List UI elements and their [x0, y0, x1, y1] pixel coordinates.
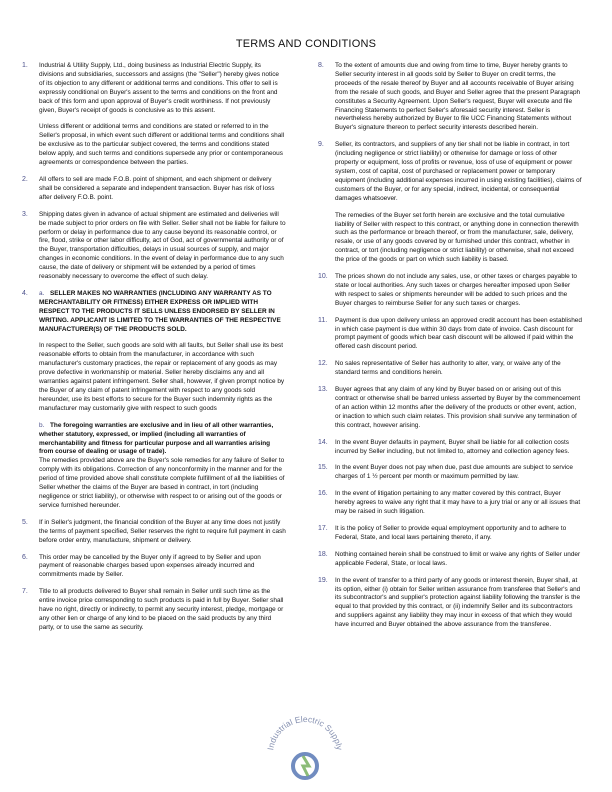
term-item — [22, 211, 286, 282]
term-number: 6. — [22, 553, 28, 561]
term-paragraph: In the event Buyer defaults in payment, Buyer shall be liable for all collection costs incurred by Seller including, but not limited to, attorney and collection agency fees. — [335, 438, 570, 455]
lightning-bolt-icon — [303, 756, 309, 776]
term-number: 3. — [22, 210, 28, 218]
term-paragraph: If in Seller's judgment, the financial condition of the Buyer at any time does not justify the terms of payment specified, Seller reserves the right to require full payment in cash before order entry, manufacture, shipment or delivery. — [39, 518, 286, 544]
term-paragraph: All offers to sell are made F.O.B. point of shipment, and each shipment or delivery shall be considered a separate and independent transaction. Buyer has risk of loss after delivery F.O.B. point. — [39, 175, 275, 201]
term-number: 1. — [22, 62, 28, 69]
term-number: 18. — [318, 550, 328, 558]
term-paragraph: The remedies of the Buyer set forth herein are exclusive and the total cumulative liability of Seller with respect to this contract, or anything done in connection therewith such as the performance or breach thereof, or from the manufacturer, sale, delivery, resale, or use of any goods covered by or furnished under this contract, whether in contract, or tort (including negligence or strict liability) or otherwise, shall not exceed the price of the goods or part on which such liability is based. — [335, 211, 579, 264]
term-item — [22, 62, 286, 168]
term-item — [318, 577, 582, 630]
term-paragraph: Industrial & Utility Supply, Ltd., doing business as Industrial Electric Supply, its divisions and subsidiaries, successors and assigns (the "Seller") hereby gives notice of its objection to any different or additional terms and conditions. This offer to sell is expressly conditional on Buyer's assent to the terms and conditions on the front and back of this form and upon approval of Buyer's credit worthiness. If not previously given, Buyer's receipt of goods is conclusive as to this assent. — [39, 62, 280, 114]
term-number: 7. — [22, 588, 28, 596]
term-paragraph: Seller, its contractors, and suppliers of any tier shall not be liable in contract, in tort (including negligence or strict liability) or otherwise for damage or loss of other property or equipment, loss of profits or revenue, loss of use of equipment or power system, cost of capital, cost of purchased or replacement power or temporary equipment (including additional expenses incurred in using existing facilities), claims of customers of the Buyer, or for any special, indirect, incidental, or consequential damages whatsoever. — [335, 141, 582, 202]
term-number: 11. — [318, 316, 328, 324]
term-paragraph: In respect to the Seller, such goods are sold with all faults, but Seller shall use its best reasonable efforts to obtain from the manufacturer, in accordance with such manufacturer's customary practices, the repair or replacement of any goods as may prove defective in workmanship or material. Seller hereby disclaims any and all warranties against patent infringement. Seller shall, however, if given prompt notice by the Buyer of any claim of patent infringement with respect to any goods sold hereunder, use its best efforts to secure for the Buyer such indemnity rights as the manufacturer may customarily give with respect to such goods — [39, 342, 285, 412]
term-paragraph: In the event of litigation pertaining to any matter covered by this contract, Buyer hereby agrees to waive any right that it may have to a jury trial or any or all issues that may be raised in such litigation. — [335, 490, 581, 516]
term-item — [318, 386, 582, 431]
clause-label: a. — [39, 289, 45, 297]
term-number: 10. — [318, 273, 328, 281]
term-paragraph: This order may be cancelled by the Buyer only if agreed to by Seller and upon payment of reasonable charges based upon expenses already incurred and commitments made by Seller. — [39, 553, 261, 579]
term-paragraph: It is the policy of Seller to provide equal employment opportunity and to adhere to Federal, State, and local laws pertaining thereto, if any. — [335, 524, 567, 541]
term-number: 5. — [22, 518, 28, 526]
term-number: 9. — [318, 141, 324, 149]
warranty-clause-a — [39, 290, 286, 335]
term-item — [22, 176, 286, 203]
term-item — [318, 273, 582, 309]
term-number: 13. — [318, 386, 328, 394]
term-item — [318, 141, 582, 265]
warranty-clause-b — [39, 422, 286, 458]
term-number: 19. — [318, 576, 328, 584]
term-item — [22, 290, 286, 511]
term-number: 14. — [318, 438, 328, 446]
svg-text:Industrial Electric Supply — [265, 714, 345, 752]
term-paragraph: To the extent of amounts due and owing from time to time, Buyer hereby grants to Seller security interest in all goods sold by Seller to Buyer on credit terms, the proceeds of the resale thereof by Buyer and all accounts receivable of Buyer arising from the resale of such goods, and Buyer and Seller agree that the present Paragraph constitutes a Security Agreement. Upon Seller's request, Buyer will execute and file Financing Statements to perfect Seller's aforesaid security interest. Seller is nevertheless hereby authorized by Buyer to file UCC Financing Statements without Buyer's signature thereon to perfect security interests described herein. — [335, 62, 581, 132]
term-item — [318, 360, 582, 378]
clause-label: b. — [39, 421, 45, 429]
term-number: 4. — [22, 289, 28, 297]
term-item — [318, 439, 582, 457]
watermark-text: Industrial Electric Supply — [265, 713, 345, 751]
term-paragraph: Title to all products delivered to Buyer shall remain in Seller until such time as the entire invoice price corresponding to such products is paid in full by Buyer. Seller shall have no right, directly or indirectly, to permit any security interest, pledge, mortgage or any other lien or charge of any kind to be placed on the said products by any third party, or to use the same as security. — [39, 588, 284, 631]
page-title: TERMS AND CONDITIONS — [235, 38, 377, 50]
term-item — [318, 525, 582, 543]
company-logo-watermark — [265, 710, 345, 790]
term-paragraph: The prices shown do not include any sales, use, or other taxes or charges payable to state or local authorities. Any such taxes or charges hereafter imposed upon Seller with respect to sales or shipments hereunder will be added to such prices and the Buyer charges to reimburse Seller for any such taxes or charges. — [335, 273, 577, 307]
term-number: 2. — [22, 175, 28, 183]
term-item — [318, 317, 582, 353]
term-paragraph: Unless different or additional terms and conditions are stated or referred to in the Seller's proposal, in which event such different or additional terms and conditions shall be exclusive as to the particular subject covered, the terms and conditions stated below apply, and such terms and conditions supersede any prior or contemporaneous agreements or correspondence between the parties. — [39, 123, 285, 167]
term-item — [318, 62, 582, 133]
term-item — [318, 490, 582, 517]
term-item — [318, 551, 582, 569]
term-number: 17. — [318, 524, 328, 532]
term-paragraph: Payment is due upon delivery unless an approved credit account has been established in which case payment is due within 30 days from date of invoice. Cash discount for prompt payment of goods which bear cash discount will be allowed if paid within the offered cash discount period. — [335, 316, 582, 351]
term-paragraph: In the event of transfer to a third party of any goods or interest therein, Buyer shall, at its option, either (i) obtain for Seller written assurance from transferee that Seller's and its subcontractor's and supplier's protection against liability following the transfer is the equal to that provided by this contract, or (ii) indemnify Seller and its subcontractors and suppliers against any liability they may incur in excess of that which they would have incurred and Buyer obtained the above assurance from the transferee. — [335, 576, 581, 629]
term-paragraph: Nothing contained herein shall be construed to limit or waive any rights of Seller under applicable Federal, State, or local laws. — [335, 550, 581, 567]
left-column — [22, 62, 286, 641]
term-item — [22, 588, 286, 633]
term-item — [22, 519, 286, 546]
term-paragraph: In the event Buyer does not pay when due, past due amounts are subject to service charges of 1 ½ percent per month or maximum permitted by law. — [335, 464, 573, 481]
term-number: 15. — [318, 464, 328, 472]
warranty-disclaimer: SELLER MAKES NO WARRANTIES (INCLUDING ANY WARRANTY AS TO MERCHANTABILITY OR FITNESS) EITHER EXPRESS OR IMPLIED WITH RESPECT TO THE PRODUCTS IT SELLS UNLESS ENDORSED BY SELLER IN WRITING. APPLICANT IS LIMITED TO THE WARRANTIES OF THE RESPECTIVE MANUFACTURER(S) OF THE PRODUCTS SOLD. — [39, 289, 281, 333]
right-column — [318, 62, 582, 638]
term-number: 12. — [318, 360, 328, 368]
term-paragraph: Shipping dates given in advance of actual shipment are estimated and deliveries will be made subject to prior orders on file with Seller. Seller shall not be liable for failure to perform or delay in performance due to any cause beyond its reasonable control, or fire, flood, strike or other labor difficulty, act of God, act of governmental authority or of the Buyer, transportation difficulties, delays in usual sources of supply, and major changes in economic conditions. In the event of delay in performance due to any such cause, the date of delivery or shipment will be extended by a period of times reasonably necessary to overcome the effect of such delay. — [39, 210, 286, 281]
term-number: 8. — [318, 62, 324, 69]
term-item — [318, 464, 582, 482]
term-paragraph: No sales representative of Seller has authority to alter, vary, or waive any of the standard terms and conditions herein. — [335, 360, 561, 377]
term-number: 16. — [318, 490, 328, 498]
warranty-exclusive: The foregoing warranties are exclusive and in lieu of all other warranties, whether statutory, expressed, or implied (including all warranties of merchantability and fitness for particular purpose and all warranties arising from course of dealing or usage of trade). — [39, 421, 274, 456]
term-paragraph: The remedies provided above are the Buyer's sole remedies for any failure of Seller to comply with its obligations. Correction of any nonconformity in the manner and for the period of time provided above shall constitute complete fulfillment of all the liabilities of Seller whether the claims of the Buyer are based in contract, in tort (including negligence or strict liability), or otherwise with respect to or arising out of the goods or service furnished hereunder. — [39, 457, 285, 509]
term-item — [22, 554, 286, 581]
term-paragraph: Buyer agrees that any claim of any kind by Buyer based on or arising out of this contract or otherwise shall be barred unless asserted by Buyer by the commencement of an action within 12 months after the delivery of the products or other event, action, or inaction to which such claim relates. This provision shall survive any termination of this contract, however arising. — [335, 386, 581, 429]
